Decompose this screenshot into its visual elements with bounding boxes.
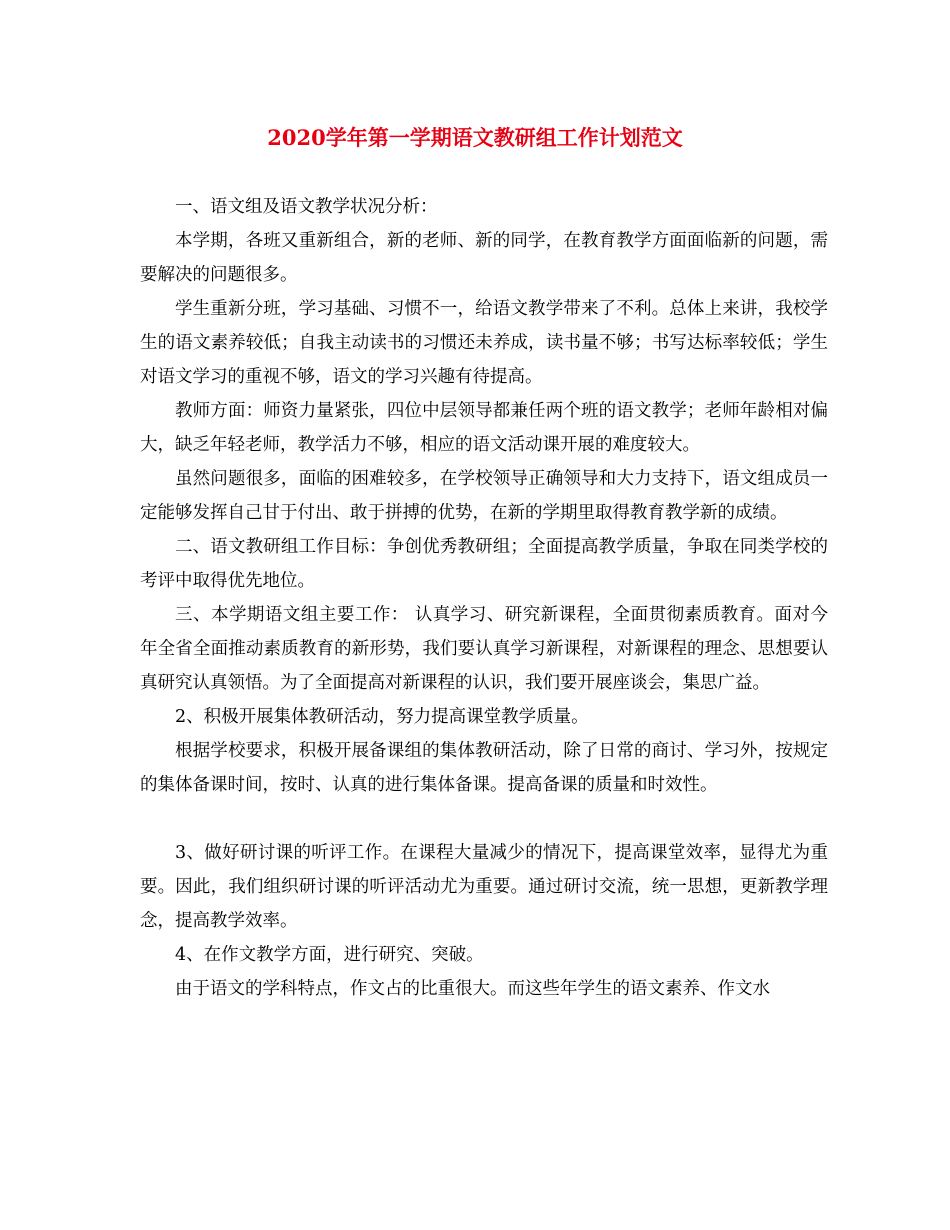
paragraph-section-1-heading: 一、语文组及语文教学状况分析：: [175, 197, 438, 217]
paragraph: 由于语文的学科特点，作文占的比重很大。而这些年学生的语文素养、作文水: [175, 979, 770, 999]
paragraph: 根据学校要求，积极开展备课组的集体教研活动，除了日常的商讨、学习外，按规定的集体备课时间，按时、认真的进行集体备课。提高备课的质量和时效性。: [140, 741, 828, 795]
document-body: [140, 190, 828, 1006]
paragraph-item-2: 2、积极开展集体教研活动，努力提高课堂教学质量。: [175, 707, 589, 727]
paragraph: 教师方面：师资力量紧张，四位中层领导都兼任两个班的语文教学；老师年龄相对偏大，缺乏年轻老师，教学活力不够，相应的语文活动课开展的难度较大。: [140, 401, 828, 455]
paragraph-section-2: 二、语文教研组工作目标：争创优秀教研组；全面提高教学质量，争取在同类学校的考评中取得优先地位。: [140, 537, 828, 591]
paragraph: 虽然问题很多，面临的困难较多，在学校领导正确领导和大力支持下，语文组成员一定能够发挥自己甘于付出、敢于拼搏的优势，在新的学期里取得教育教学新的成绩。: [140, 469, 828, 523]
paragraph-item-4: 4、在作文教学方面，进行研究、突破。: [175, 945, 484, 965]
paragraph: 本学期，各班又重新组合，新的老师、新的同学，在教育教学方面面临新的问题，需要解决的问题很多。: [140, 231, 828, 285]
paragraph-item-3: 3、做好研讨课的听评工作。在课程大量减少的情况下，提高课堂效率，显得尤为重要。因此，我们组织研讨课的听评活动尤为重要。通过研讨交流，统一思想，更新教学理念，提高教学效率。: [140, 843, 828, 931]
document-title: 2020学年第一学期语文教研组工作计划范文: [267, 125, 683, 150]
paragraph: 学生重新分班，学习基础、习惯不一，给语文教学带来了不利。总体上来讲，我校学生的语文素养较低；自我主动读书的习惯还未养成，读书量不够；书写达标率较低；学生对语文学习的重视不够，语文的学习兴趣有待提高。: [140, 299, 828, 387]
paragraph-section-3: 三、本学期语文组主要工作： 认真学习、研究新课程，全面贯彻素质教育。面对今年全省全面推动素质教育的新形势，我们要认真学习新课程，对新课程的理念、思想要认真研究认真领悟。为了全面提高对新课程的认识，我们要开展座谈会，集思广益。: [140, 605, 828, 693]
